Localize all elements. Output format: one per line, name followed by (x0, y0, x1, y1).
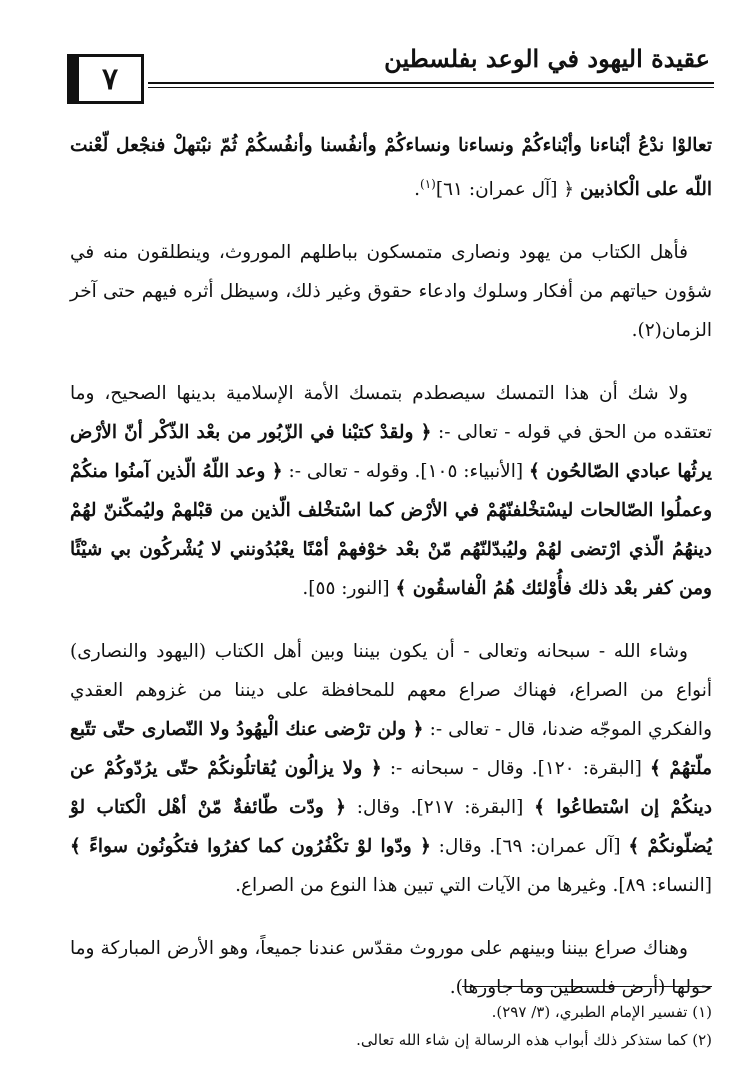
running-title: عقيدة اليهود في الوعد بفلسطين (384, 44, 710, 73)
footnote-2: (٢) كما ستذكر ذلك أبواب هذه الرسالة إن شاء الله تعالى. (356, 1031, 712, 1049)
footnote-marker: (١) (420, 177, 436, 191)
verse-reference: [البقرة: ١٢٠]. وقال - سبحانه -: (381, 758, 650, 780)
verse-reference: [الأنبياء: ١٠٥]. وقوله - تعالى -: (282, 461, 529, 483)
quran-verse: ﴿ وعد اللّهُ الّذين آمنُوا منكُمْ وعملُوا الصّالحات ليسْتخْلفنّهُمْ في الأرْض كما اسْتخْلف الّذين من قبْلهمْ وليُمكّننّ لهُمْ دينهُمُ الّذي ارْتضى لهُمْ وليُبدّلنّهُم مّنْ بعْد خوْفهمْ أمْنًا يعْبُدُونني لا يُشْركُون بي شيْئًا ومن كفر بعْد ذلك فأُوْلئك هُمُ الْفاسقُون ﴾ (70, 461, 712, 600)
page-number: ٧ (101, 61, 119, 97)
quran-verse: ﴿ ودّوا لوْ تكْفُرُون كما كفرُوا فتكُونُون سواءً ﴾ (70, 836, 431, 858)
page-number-box (76, 54, 144, 104)
quran-verse: ﴿ ولا يزالُون يُقاتلُونكُمْ حتّى يرُدّوكُمْ عن دينكُمْ إن اسْتطاعُوا ﴾ (70, 758, 712, 819)
header-rule (148, 82, 714, 84)
page-header (76, 44, 714, 104)
quran-verse: تعالوْا ندْعُ أبْناءنا وأبْناءكُمْ ونساءنا ونساءكُمْ وأنفُسنا وأنفُسكُمْ ثُمّ نبْتهلْ فنجْعل لّعْنت اللّه على الْكاذبين (70, 135, 712, 201)
quran-verse: ﴿ ولقدْ كتبْنا في الزّبُور من بعْد الذّكْر أنّ الأرْض يرثُها عبادي الصّالحُون ﴾ (70, 422, 712, 483)
header-rule-thin (148, 87, 714, 88)
verse-reference: [النساء: ٨٩]. وغيرها من الآيات التي تبين هذا النوع من الصراع. (235, 875, 712, 897)
footnote-separator (462, 986, 712, 987)
paragraph-text: وشاء الله - سبحانه وتعالى - أن يكون بيننا وبين أهل الكتاب (اليهود والنصارى) أنواع من الصراع، فهناك صراع معهم للمحافظة على ديننا من غزوهم العقدي والفكري الموجّه ضدنا، قال - تعالى -: (70, 641, 713, 741)
footnote-1: (١) تفسير الإمام الطبري، (٣/ ٢٩٧). (491, 1003, 712, 1021)
paragraph-2: فأهل الكتاب من يهود ونصارى متمسكون بباطلهم الموروث، وينطلقون منه في شؤون حياتهم من أفكار وسلوك وادعاء حقوق وغير ذلك، وسيظل أثره فيهم حتى آخر الزمان(٢). (70, 242, 712, 342)
paragraph-text: ولا شك أن هذا التمسك سيصطدم بتمسك الأمة الإسلامية بدينها الصحيح، وما تعتقده من الحق في قوله - تعالى -: (70, 383, 712, 444)
main-text (70, 126, 712, 1031)
verse-reference: ﴿ [آل عمران: ٦١] (435, 179, 575, 201)
verse-reference: [النور: ٥٥]. (302, 578, 396, 600)
sentence-end: . (414, 179, 421, 201)
paragraph-3 (70, 374, 712, 608)
paragraph-5: وهناك صراع بيننا وبينهم على موروث مقدّس عندنا جميعاً، وهو الأرض المباركة وما حولها (أرض فلسطين وما جاورها). (70, 938, 712, 999)
quran-verse: ﴿ ودّت طّائفةٌ مّنْ أهْل الْكتاب لوْ يُضلّونكُمْ ﴾ (70, 797, 712, 858)
paragraph-4 (70, 632, 712, 905)
paragraph-1 (70, 126, 712, 209)
verse-reference: [البقرة: ٢١٧]. وقال: (345, 797, 535, 819)
quran-verse: ﴿ ولن ترْضى عنك الْيهُودُ ولا النّصارى حتّى تتّبع ملّتهُمْ ﴾ (70, 719, 712, 780)
footnotes (70, 998, 712, 1054)
verse-reference: [آل عمران: ٦٩]. وقال: (430, 836, 629, 858)
